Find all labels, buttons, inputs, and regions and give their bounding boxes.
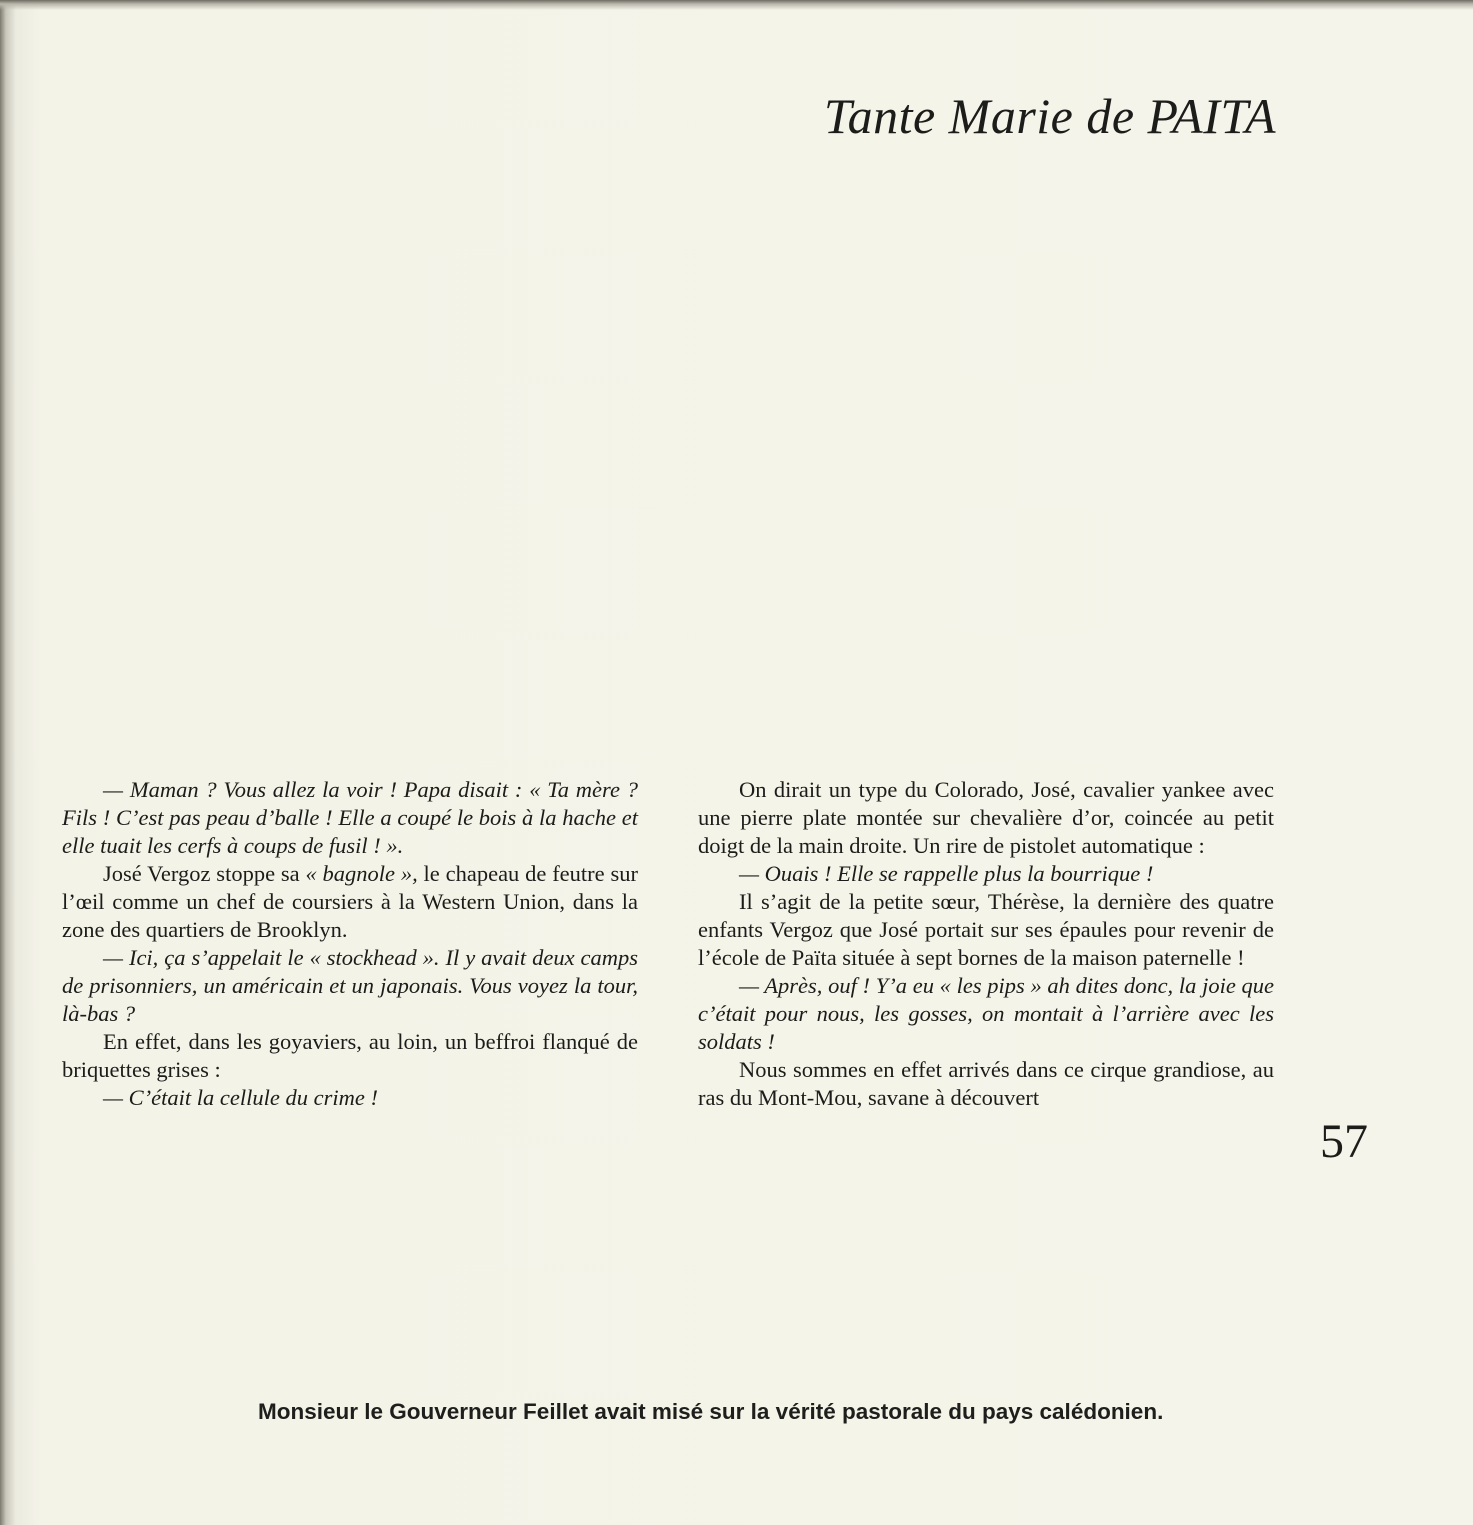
paragraph-text: le chapeau de feutre sur l’œil comme un chef de coursiers à la Western Union, dans la zone des quartiers de Brooklyn. [62,861,638,942]
paragraph [62,860,638,944]
paragraph: Il s’agit de la petite sœur, Thérèse, la dernière des quatre enfants Vergoz que José portait sur ses épaules pour revenir de l’école de Païta située à sept bornes de la maison paternelle ! [698,889,1274,970]
paragraph: En effet, dans les goyaviers, au loin, un beffroi flanqué de briquettes grises : [62,1029,638,1082]
paragraph: — Ici, ça s’appelait le « stockhead ». Il y avait deux camps de prisonniers, un américain et un japonais. Vous voyez la tour, là-bas ? [62,945,638,1026]
paragraph: — C’était la cellule du crime ! [103,1085,378,1110]
left-text-column [62,776,638,1112]
paragraph: — Ouais ! Elle se rappelle plus la bourrique ! [739,861,1154,886]
page-top-edge [0,0,1473,10]
right-text-column [698,776,1274,1112]
photo-caption: Monsieur le Gouverneur Feillet avait misé sur la vérité pastorale du pays calédonien. [258,1399,1164,1424]
paragraph-italic-text: « bagnole », [305,861,418,886]
page-number: 57 [1320,1115,1368,1168]
paragraph: — Maman ? Vous allez la voir ! Papa disait : « Ta mère ? Fils ! C’est pas peau d’balle ! Elle a coupé le bois à la hache et elle tuait les cerfs à coups de fusil ! ». [62,777,638,858]
paragraph: Nous sommes en effet arrivés dans ce cirque grandiose, au ras du Mont-Mou, savane à découvert [698,1057,1274,1110]
paragraph: On dirait un type du Colorado, José, cavalier yankee avec une pierre plate montée sur chevalière d’or, coincée au petit doigt de la main droite. Un rire de pistolet automatique : [698,777,1274,858]
chapter-title: Tante Marie de PAITA [823,88,1276,144]
paragraph: — Après, ouf ! Y’a eu « les pips » ah dites donc, la joie que c’était pour nous, les gosses, on montait à l’arrière avec les soldats ! [698,973,1274,1054]
paragraph-text: José Vergoz stoppe sa [103,861,306,886]
